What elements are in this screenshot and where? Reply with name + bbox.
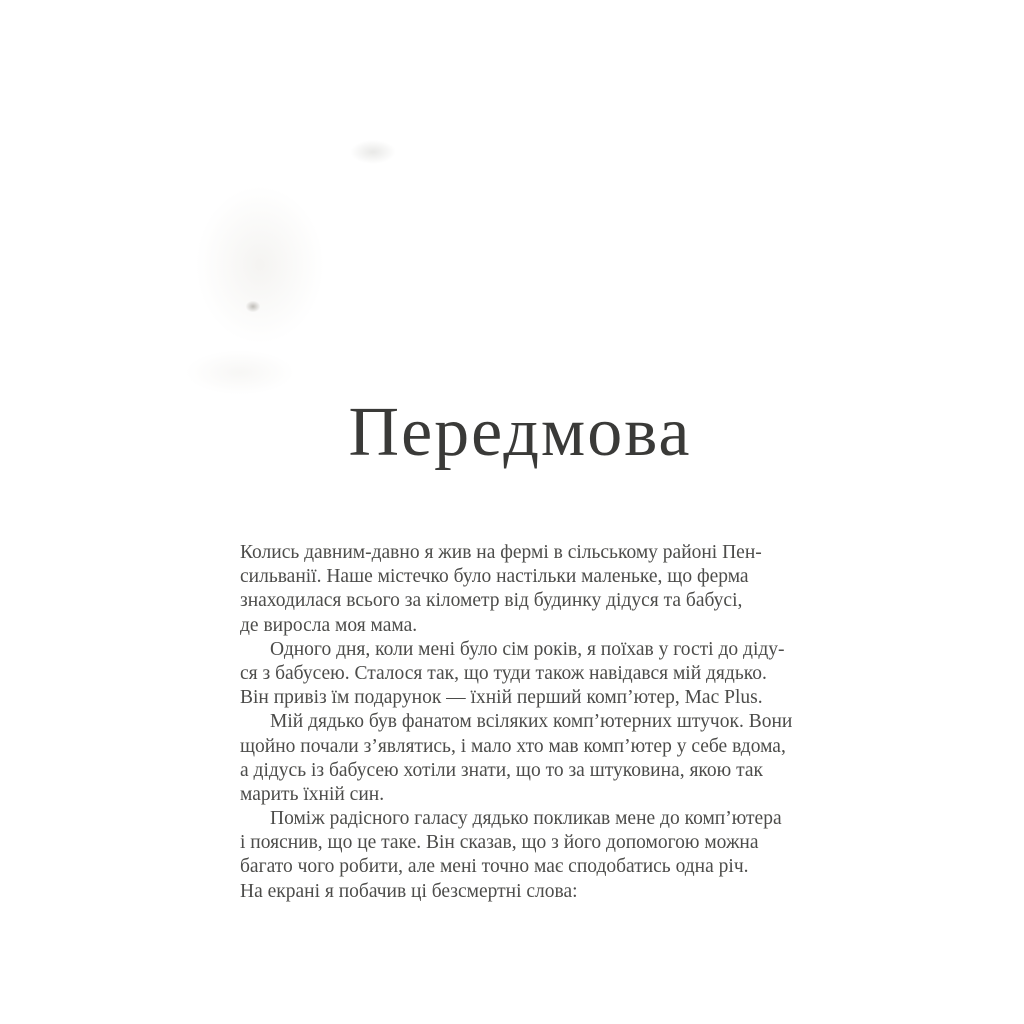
text-line: і пояснив, що це таке. Він сказав, що з його допомогою можна <box>240 832 759 854</box>
text-line: ся з бабусею. Сталося так, що туди також навідався мій дядько. <box>240 662 767 684</box>
body-text <box>240 541 800 904</box>
text-line: щойно почали з’являтись, і мало хто мав комп’ютер у себе вдома, <box>240 735 786 757</box>
text-line: Мій дядько був фанатом всіляких комп’ютерних штучок. Вони <box>270 711 793 733</box>
text-line: Поміж радісного галасу дядько покликав мене до комп’ютера <box>270 808 782 830</box>
scan-smudge <box>185 350 295 395</box>
text-line: сильванії. Наше містечко було настільки маленьке, що ферма <box>240 566 749 588</box>
scan-smudge <box>246 301 260 312</box>
paragraph <box>240 710 800 807</box>
text-line: Одного дня, коли мені було сім років, я поїхав у гості до діду- <box>270 638 785 660</box>
text-line: Колись давним-давно я жив на фермі в сільському районі Пен- <box>240 542 762 563</box>
scan-smudge <box>350 140 396 164</box>
text-line: На екрані я побачив ці безсмертні слова: <box>240 880 578 902</box>
text-line: де виросла моя мама. <box>240 614 418 636</box>
chapter-title: Передмова <box>348 394 692 471</box>
text-line: марить їхній син. <box>240 783 385 805</box>
text-line: знаходилася всього за кілометр від будинку дідуся та бабусі, <box>240 590 743 612</box>
text-line: багато чого робити, але мені точно має сподобатись одна річ. <box>240 856 749 878</box>
paragraph <box>240 638 800 711</box>
text-line: а дідусь із бабусею хотіли знати, що то за штуковина, якою так <box>240 759 763 781</box>
text-line: Він привіз їм подарунок — їхній перший комп’ютер, Mac Plus. <box>240 687 763 709</box>
paragraph <box>240 541 800 638</box>
paragraph <box>240 807 800 904</box>
scan-smudge <box>195 185 325 345</box>
